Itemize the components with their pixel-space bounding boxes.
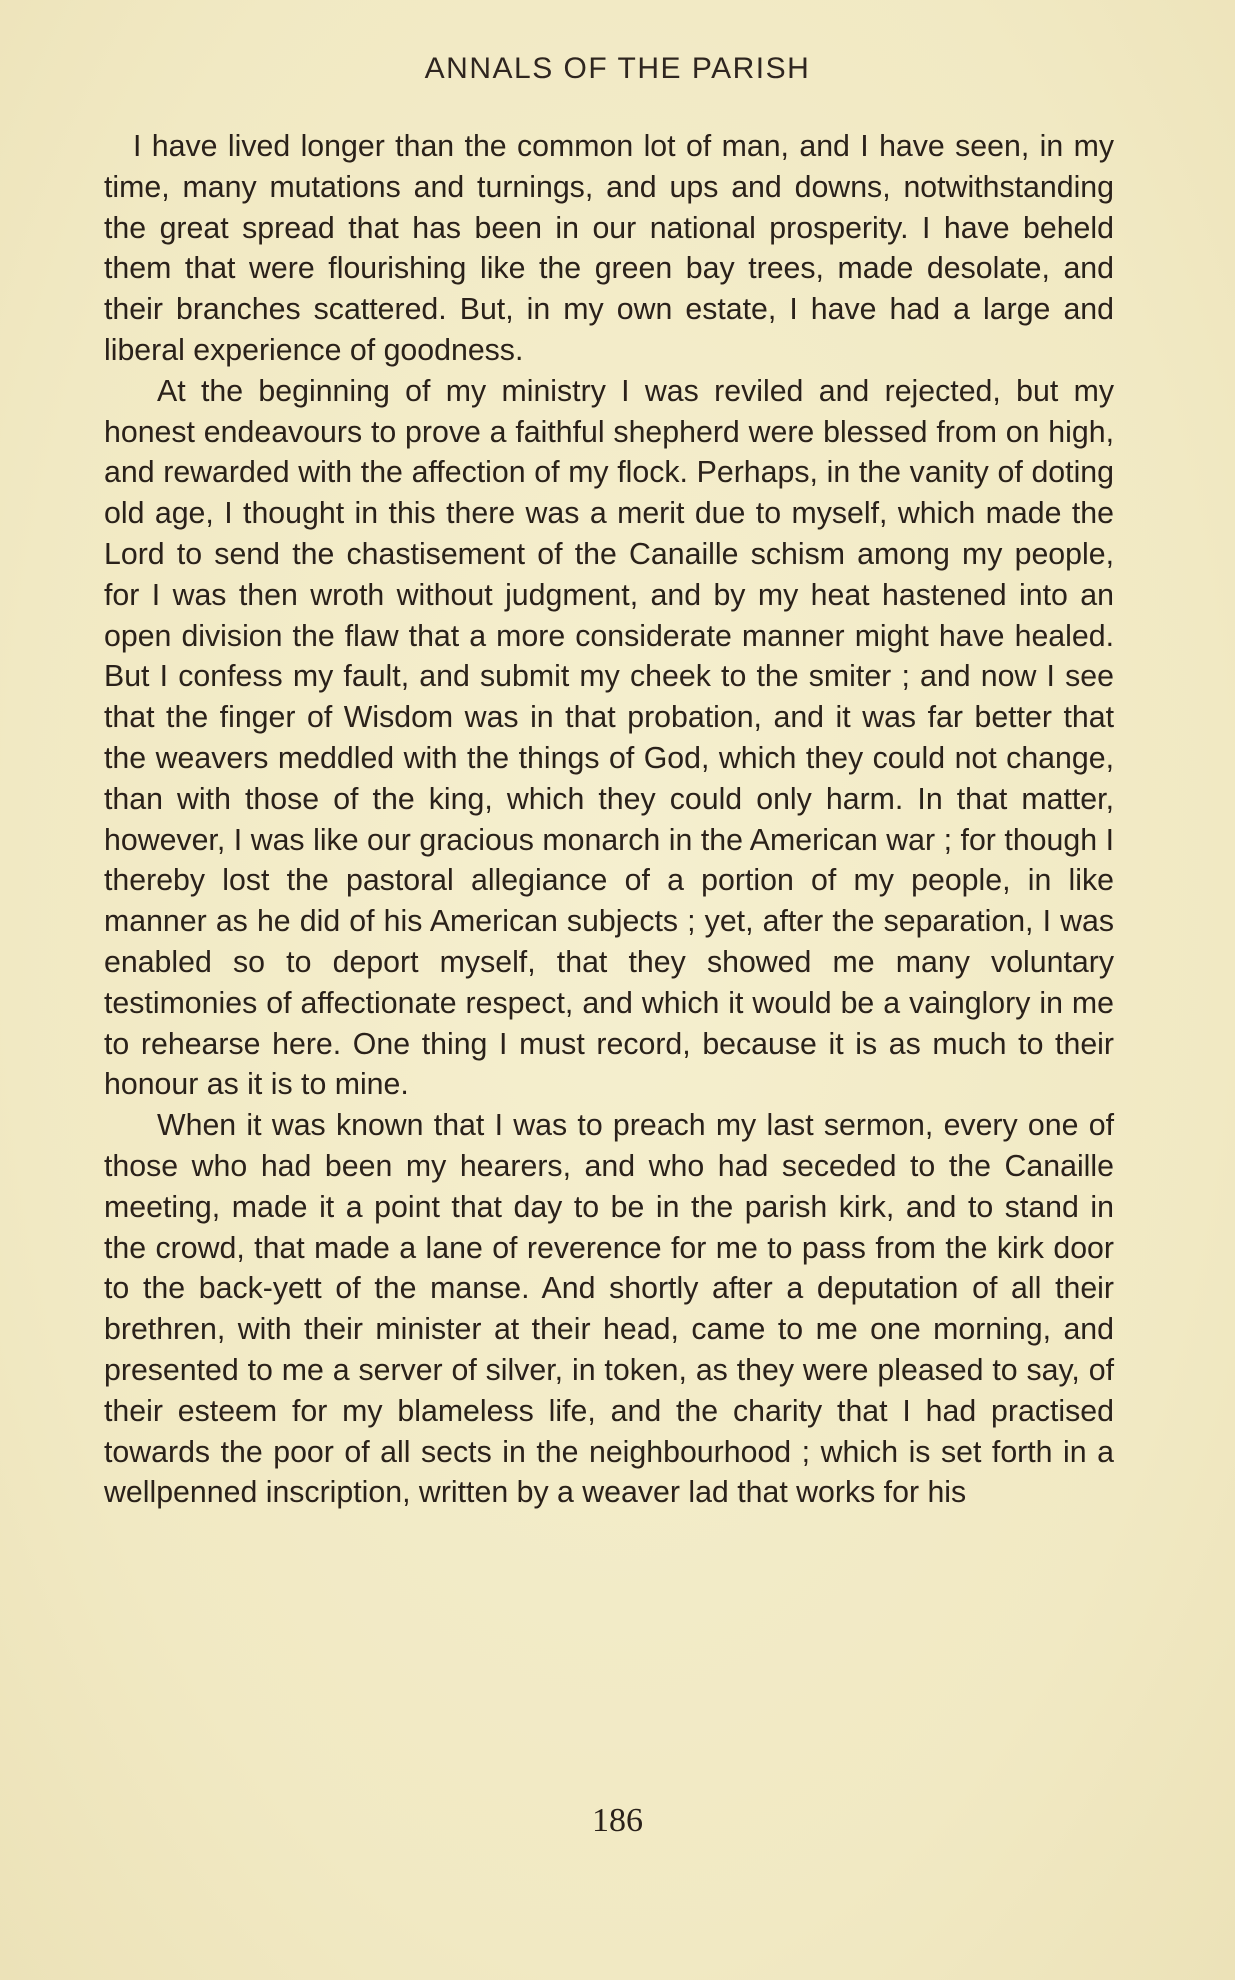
running-head: ANNALS OF THE PARISH [424, 52, 811, 85]
paragraph-3: When it was known that I was to preach my last sermon, every one of those who had been my hearers, and who had seceded to the Canaille meeting, made it a point that day to be in the parish kirk, and to stand in the crowd, that made a lane of reverence for me to pass from the kirk door to the back-yett of the manse. And shortly after a deputation of all their brethren, with their minister at their head, came to me one morning, and presented to me a server of silver, in token, as they were pleased to say, of their esteem for my blameless life, and the charity that I had practised towards the poor of all sects in the neighbourhood ; which is set forth in a wellpenned inscription, written by a weaver lad that works for his [104, 1109, 1114, 1510]
paragraph-1: I have lived longer than the common lot of man, and I have seen, in my time, many mutations and turnings, and ups and downs, notwithstanding the great spread that has been in our national prosperity. I have beheld them that were flourishing like the green bay trees, made desolate, and their branches scattered. But, in my own estate, I have had a large and liberal experience of goodness. [104, 130, 1114, 367]
page-number: 186 [592, 1802, 643, 1839]
body-text [104, 127, 1114, 1514]
paragraph-2: At the beginning of my ministry I was reviled and rejected, but my honest endeavours to prove a faithful shepherd were blessed from on high, and rewarded with the affection of my flock. Perhaps, in the vanity of doting old age, I thought in this there was a merit due to myself, which made the Lord to send the chastisement of the Canaille schism among my people, for I was then wroth without judgment, and by my heat hastened into an open division the flaw that a more considerate manner might have healed. But I confess my fault, and submit my cheek to the smiter ; and now I see that the finger of Wisdom was in that probation, and it was far better that the weavers meddled with the things of God, which they could not change, than with those of the king, which they could only harm. In that matter, however, I was like our gracious monarch in the American war ; for though I thereby lost the pastoral allegiance of a portion of my people, in like manner as he did of his American subjects ; yet, after the separation, I was enabled so to deport myself, that they showed me many voluntary testimonies of affectionate respect, and which it would be a vainglory in me to rehearse here. One thing I must record, because it is as much to their honour as it is to mine. [104, 374, 1114, 1102]
